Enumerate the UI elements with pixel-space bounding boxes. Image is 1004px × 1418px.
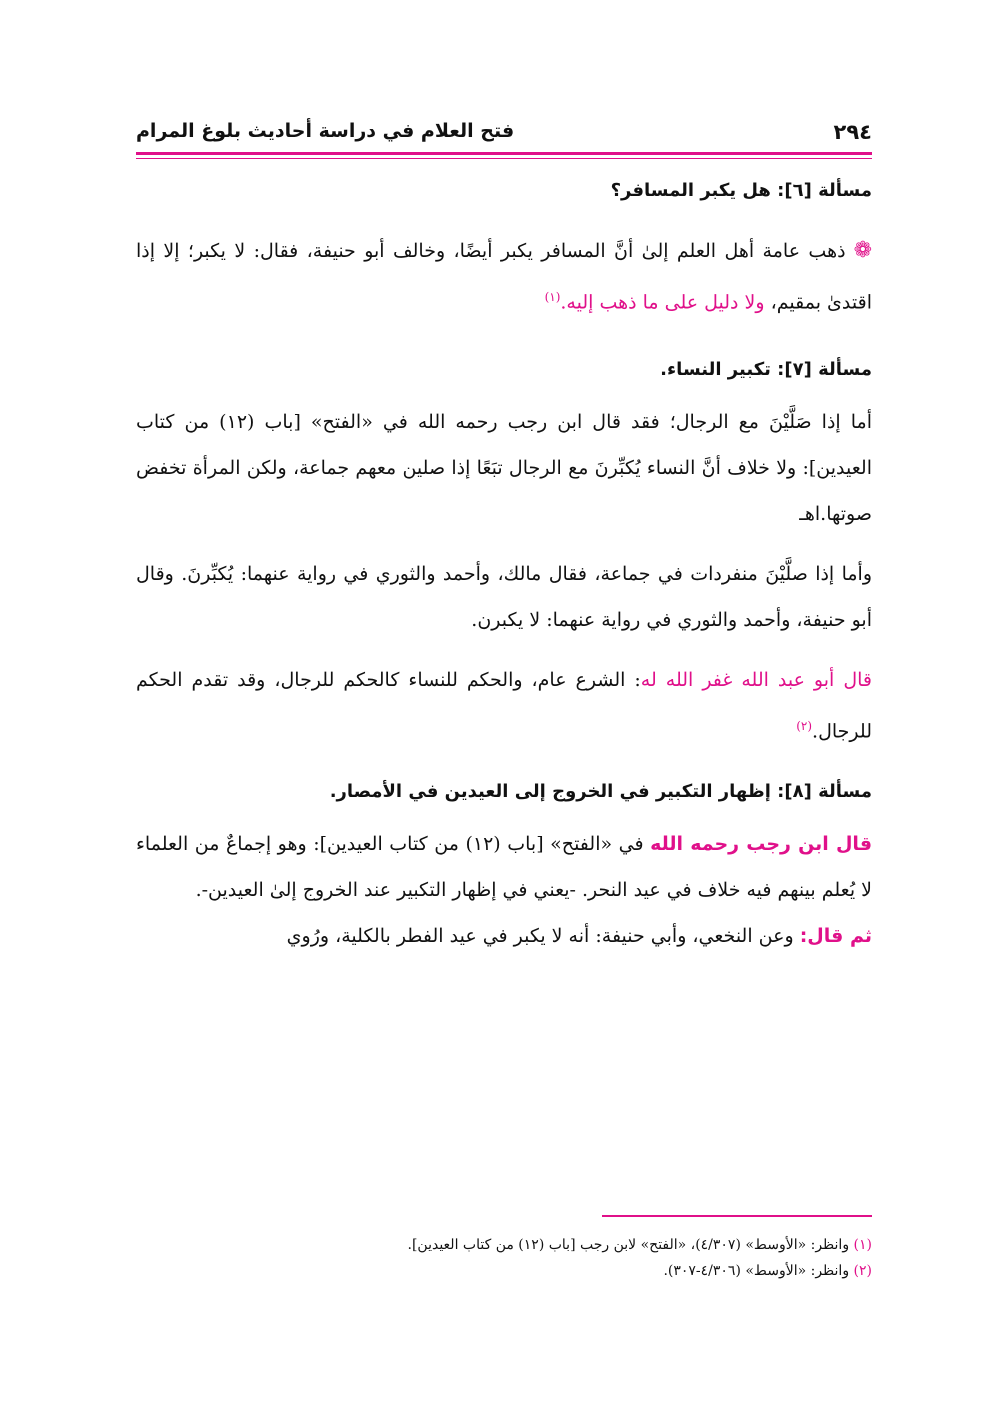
footnotes <box>136 1232 872 1284</box>
q8-paragraph-2 <box>136 913 872 959</box>
footnote-number: (١) <box>853 1237 872 1253</box>
footnote-text: وانظر: «الأوسط» (٤/٣٠٧)، «الفتح» لابن رجب [باب (١٢) من كتاب العيدين]. <box>407 1237 854 1253</box>
page-number: ٢٩٤ <box>833 120 872 144</box>
question-8-title: مسألة [٨]: إظهار التكبير في الخروج إلى العيدين في الأمصار. <box>329 780 872 802</box>
footnote-1 <box>136 1232 872 1258</box>
q8-paragraph-1 <box>136 821 872 913</box>
running-header <box>136 118 872 152</box>
q8-para1-text: في «الفتح» [باب (١٢) من كتاب العيدين]: وهو إجماعٌ من العلماء لا يُعلم بينهم فيه خلاف في عيد النحر. -يعني في إظهار التكبير عند الخروج إلىٰ العيدين-. <box>136 832 872 901</box>
q7-paragraph-3 <box>136 657 872 754</box>
footnote-number: (٢) <box>853 1263 872 1279</box>
q6-line1: ذهب عامة أهل العلم إلىٰ أنَّ المسافر يكبر أيضًا، وخالف أبو حنيفة، فقال: <box>253 240 846 262</box>
question-6-title: مسألة [٦]: هل يكبر المسافر؟ <box>610 180 872 201</box>
q6-line2: لا يكبر؛ إلا إذا اقتدىٰ بمقيم، <box>136 240 872 314</box>
q8-para2-text: وعن النخعي، وأبي حنيفة: أنه لا يكبر في عيد الفطر بالكلية، ورُوي <box>286 924 800 947</box>
footnote-ref-1: (١) <box>544 290 561 304</box>
q7-paragraph-1: أما إذا صَلَّيْنَ مع الرجال؛ فقد قال ابن رجب رحمه الله في «الفتح» [باب (١٢) من كتاب العيدين]: ولا خلاف أنَّ النساء يُكبِّرنَ مع الرجال تبَعًا إذا صلين معهم جماعة، ولكن المرأة تخفض صوتها.اهـ <box>136 411 872 526</box>
footnote-ref-2: (٢) <box>796 719 813 734</box>
question-6-text <box>136 228 872 325</box>
page-body <box>136 176 872 959</box>
q7-paragraph-2: وأما إذا صلَّيْنَ منفردات في جماعة، فقال مالك، وأحمد والثوري في رواية عنهما: يُكبِّرنَ. وقال أبو حنيفة، وأحمد والثوري في رواية عنهما: لا يكبرن. <box>136 563 872 632</box>
q6-rebuttal: ولا دليل على ما ذهب إليه. <box>560 291 765 314</box>
footnote-2 <box>136 1258 872 1284</box>
author-attribution: قال أبو عبد الله غفر الله له <box>640 669 872 692</box>
flower-icon: ❁ <box>853 238 873 263</box>
then-said-label: ثم قال: <box>799 924 872 947</box>
header-rule-thin <box>136 158 872 159</box>
footnote-separator <box>602 1215 872 1217</box>
q7-ruling: : الشرع عام، والحكم للنساء كالحكم للرجال، وقد تقدم الحكم للرجال. <box>136 669 872 743</box>
book-title: فتح العلام في دراسة أحاديث بلوغ المرام <box>136 120 515 142</box>
footnote-text: وانظر: «الأوسط» (٤/٣٠٦-٣٠٧). <box>663 1263 854 1279</box>
ibn-rajab-label: قال ابن رجب رحمه الله <box>650 832 873 855</box>
question-7-title: مسألة [٧]: تكبير النساء. <box>660 359 872 381</box>
header-rule-thick <box>136 152 872 155</box>
